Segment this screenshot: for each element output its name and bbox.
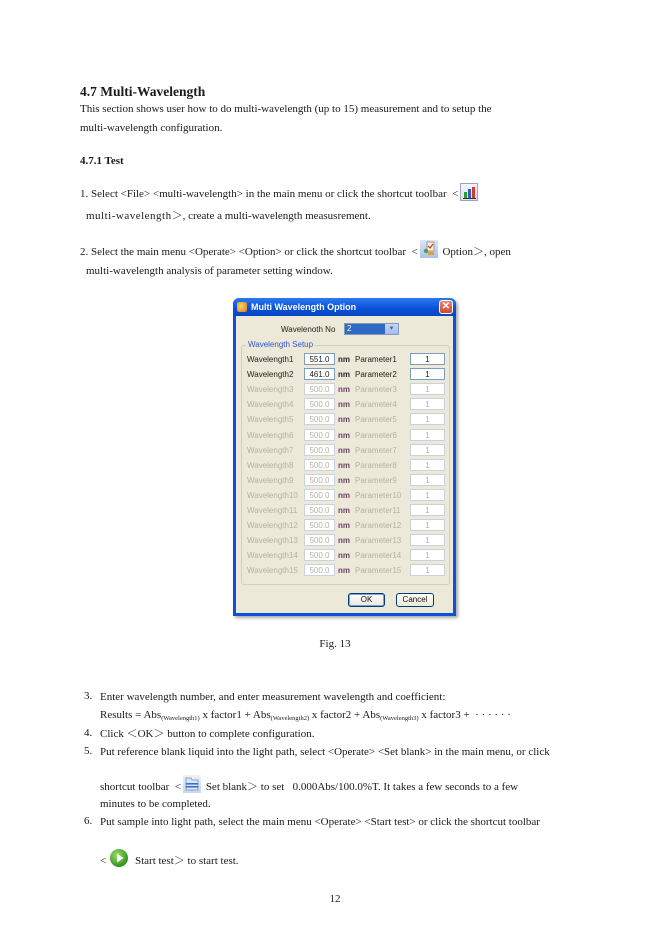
parameter-input[interactable]: 1 <box>410 429 445 441</box>
section-intro-line2: multi-wavelength configuration. <box>80 122 223 134</box>
parameter-label: Parameter2 <box>355 370 397 380</box>
parameter-label: Parameter8 <box>355 460 397 470</box>
formula-part: x factor1 + Abs <box>199 709 271 721</box>
section-title: 4.7 Multi-Wavelength <box>80 84 206 99</box>
parameter-input[interactable]: 1 <box>410 534 445 546</box>
option-settings-icon <box>420 240 438 258</box>
unit-label: nm <box>338 475 350 485</box>
step5-line2 <box>100 775 518 794</box>
parameter-input[interactable]: 1 <box>410 398 445 410</box>
wavelength-label: Wavelength10 <box>247 490 298 500</box>
step1-text: 1. Select <File> <multi-wavelength> in the main menu or click the shortcut toolbar < <box>80 188 459 200</box>
wavelength-label: Wavelength1 <box>247 355 294 364</box>
wavelength-input[interactable]: 461.0 <box>304 368 335 380</box>
set-blank-icon <box>183 775 201 793</box>
wavelength-setup-group <box>241 340 450 585</box>
app-icon <box>237 302 247 312</box>
wavelength-row <box>247 474 447 488</box>
unit-label: nm <box>338 490 350 500</box>
close-icon: ✕ <box>441 301 451 312</box>
unit-label: nm <box>338 536 350 546</box>
wavelength-row <box>247 519 447 533</box>
unit-label: nm <box>338 445 350 455</box>
unit-label: nm <box>338 521 350 531</box>
parameter-label: Parameter11 <box>355 506 401 515</box>
parameter-input[interactable]: 1 <box>410 353 445 365</box>
step6-text: < <box>100 855 107 867</box>
parameter-input[interactable]: 1 <box>410 549 445 561</box>
step5-line3: minutes to be completed. <box>100 798 211 810</box>
step6-line2 <box>100 848 239 868</box>
wavelength-label: Wavelength6 <box>247 430 294 440</box>
parameter-input[interactable]: 1 <box>410 489 445 501</box>
step1-text-end: ＞, create a multi-wavelength measusrement. <box>171 210 371 222</box>
wavelength-input[interactable]: 500.0 <box>304 534 335 546</box>
step1-line2 <box>86 209 371 223</box>
parameter-label: Parameter9 <box>355 475 397 485</box>
parameter-label: Parameter14 <box>355 551 402 561</box>
wavelength-input[interactable]: 500.0 <box>304 504 335 516</box>
step3-formula <box>100 708 511 726</box>
step6-number: 6. <box>84 815 93 827</box>
parameter-input[interactable]: 1 <box>410 459 445 471</box>
subsection-title: 4.7.1 Test <box>80 155 124 167</box>
step4-number: 4. <box>84 727 93 739</box>
dialog-body <box>236 316 453 613</box>
parameter-input[interactable]: 1 <box>410 564 445 576</box>
wavelength-input[interactable]: 500.0 <box>304 459 335 471</box>
parameter-input[interactable]: 1 <box>410 444 445 456</box>
wavelength-row <box>247 549 447 563</box>
wavelength-row <box>247 429 447 443</box>
formula-part: x factor2 + Abs <box>309 709 381 721</box>
parameter-label: Parameter1 <box>355 355 397 364</box>
step1-line1 <box>80 183 480 201</box>
parameter-label: Parameter13 <box>355 536 402 546</box>
parameter-input[interactable]: 1 <box>410 413 445 425</box>
wavelength-row <box>247 353 447 367</box>
parameter-input[interactable]: 1 <box>410 383 445 395</box>
wavelength-input[interactable]: 500.0 <box>304 413 335 425</box>
group-label: Wavelength Setup <box>248 340 314 349</box>
step4-text: Click ＜OK＞ button to complete configuration. <box>100 728 315 740</box>
wavelength-label: Wavelength3 <box>247 385 294 395</box>
multi-wavelength-option-dialog <box>233 298 456 616</box>
chevron-down-icon[interactable]: ▾ <box>385 324 398 334</box>
wavelength-row <box>247 444 447 458</box>
unit-label: nm <box>338 460 350 470</box>
unit-label: nm <box>338 566 350 576</box>
wavelength-no-value: 2 <box>345 324 385 334</box>
parameter-input[interactable]: 1 <box>410 368 445 380</box>
unit-label: nm <box>338 370 350 380</box>
wavelength-row <box>247 489 447 503</box>
step1-menu-name: multi-wavelength <box>86 210 172 222</box>
unit-label: nm <box>338 355 350 364</box>
step6-text-end: Start test＞ to start test. <box>132 855 239 867</box>
formula-part: Results = Abs <box>100 709 162 721</box>
parameter-input[interactable]: 1 <box>410 519 445 531</box>
wavelength-row <box>247 504 447 518</box>
formula-part: x factor3 + · · · · · · <box>418 709 511 721</box>
unit-label: nm <box>338 551 350 561</box>
wavelength-label: Wavelength5 <box>247 415 294 425</box>
wavelength-input[interactable]: 500.0 <box>304 398 335 410</box>
parameter-label: Parameter10 <box>355 490 402 500</box>
step5-text: shortcut toolbar < <box>100 781 182 793</box>
step5-text-end: Set blank＞ to set 0.000Abs/100.0%T. It takes a few seconds to a few <box>203 781 519 793</box>
wavelength-no-label: Wavelenoth No <box>281 325 336 334</box>
step5-line1: Put reference blank liquid into the light path, select <Operate> <Set blank> in the main menu, or click <box>100 746 550 758</box>
wavelength-no-select[interactable] <box>344 323 399 335</box>
wavelength-label: Wavelength4 <box>247 400 294 410</box>
wavelength-row <box>247 459 447 473</box>
parameter-label: Parameter7 <box>355 445 397 455</box>
parameter-label: Parameter12 <box>355 521 402 531</box>
ok-button[interactable]: OK <box>348 593 385 607</box>
wavelength-row <box>247 368 447 382</box>
dialog-title-bar[interactable] <box>233 298 456 316</box>
wavelength-label: Wavelength15 <box>247 566 298 576</box>
unit-label: nm <box>338 506 350 515</box>
wavelength-label: Wavelength13 <box>247 536 298 546</box>
step2-line1 <box>80 240 511 259</box>
wavelength-input[interactable]: 500.0 <box>304 474 335 486</box>
page-number: 12 <box>329 893 341 905</box>
parameter-input[interactable]: 1 <box>410 504 445 516</box>
wavelength-input[interactable]: 500.0 <box>304 489 335 501</box>
wavelength-row <box>247 413 447 427</box>
parameter-label: Parameter3 <box>355 385 397 395</box>
parameter-label: Parameter15 <box>355 566 402 576</box>
wavelength-input[interactable]: 500.0 <box>304 564 335 576</box>
parameter-label: Parameter6 <box>355 430 397 440</box>
wavelength-row <box>247 564 447 578</box>
parameter-label: Parameter4 <box>355 400 397 410</box>
step2-text-end: Option＞, open <box>439 246 511 258</box>
formula-subscript: (Wavelength1) <box>161 715 200 722</box>
wavelength-input[interactable]: 500.0 <box>304 429 335 441</box>
multi-wavelength-chart-icon <box>460 183 478 201</box>
unit-label: nm <box>338 400 350 410</box>
step3-line1: Enter wavelength number, and enter measurement wavelength and coefficient: <box>100 691 446 703</box>
wavelength-label: Wavelength9 <box>247 475 294 485</box>
dialog-title: Multi Wavelength Option <box>251 302 357 312</box>
wavelength-row <box>247 534 447 548</box>
parameter-label: Parameter5 <box>355 415 397 425</box>
wavelength-input[interactable]: 500.0 <box>304 549 335 561</box>
wavelength-label: Wavelength8 <box>247 460 294 470</box>
wavelength-label: Wavelength12 <box>247 521 298 531</box>
wavelength-row <box>247 398 447 412</box>
step3-number: 3. <box>84 690 93 702</box>
section-intro-line1: This section shows user how to do multi-wavelength (up to 15) measurement and to setup the <box>80 103 492 115</box>
wavelength-label: Wavelength11 <box>247 506 298 515</box>
figure-caption: Fig. 13 <box>319 638 351 650</box>
wavelength-label: Wavelength2 <box>247 370 294 380</box>
step5-number: 5. <box>84 745 93 757</box>
wavelength-input[interactable]: 500.0 <box>304 444 335 456</box>
wavelength-input[interactable]: 500.0 <box>304 519 335 531</box>
unit-label: nm <box>338 385 350 395</box>
cancel-button[interactable]: Cancel <box>396 593 434 607</box>
parameter-input[interactable]: 1 <box>410 474 445 486</box>
formula-subscript: (Wavelength3) <box>380 715 419 722</box>
step6-line1: Put sample into light path, select the main menu <Operate> <Start test> or click the shortcut toolbar <box>100 816 540 828</box>
wavelength-input[interactable]: 500.0 <box>304 383 335 395</box>
formula-subscript: (Wavelength2) <box>270 715 310 722</box>
step2-line2: multi-wavelength analysis of parameter setting window. <box>86 265 333 277</box>
unit-label: nm <box>338 415 350 425</box>
wavelength-label: Wavelength14 <box>247 551 298 561</box>
wavelength-input[interactable]: 551.0 <box>304 353 335 365</box>
start-test-play-icon <box>109 848 129 868</box>
wavelength-row <box>247 383 447 397</box>
wavelength-label: Wavelength7 <box>247 445 294 455</box>
step2-text: 2. Select the main menu <Operate> <Option> or click the shortcut toolbar < <box>80 246 418 258</box>
unit-label: nm <box>338 430 350 440</box>
close-button[interactable] <box>439 300 453 314</box>
